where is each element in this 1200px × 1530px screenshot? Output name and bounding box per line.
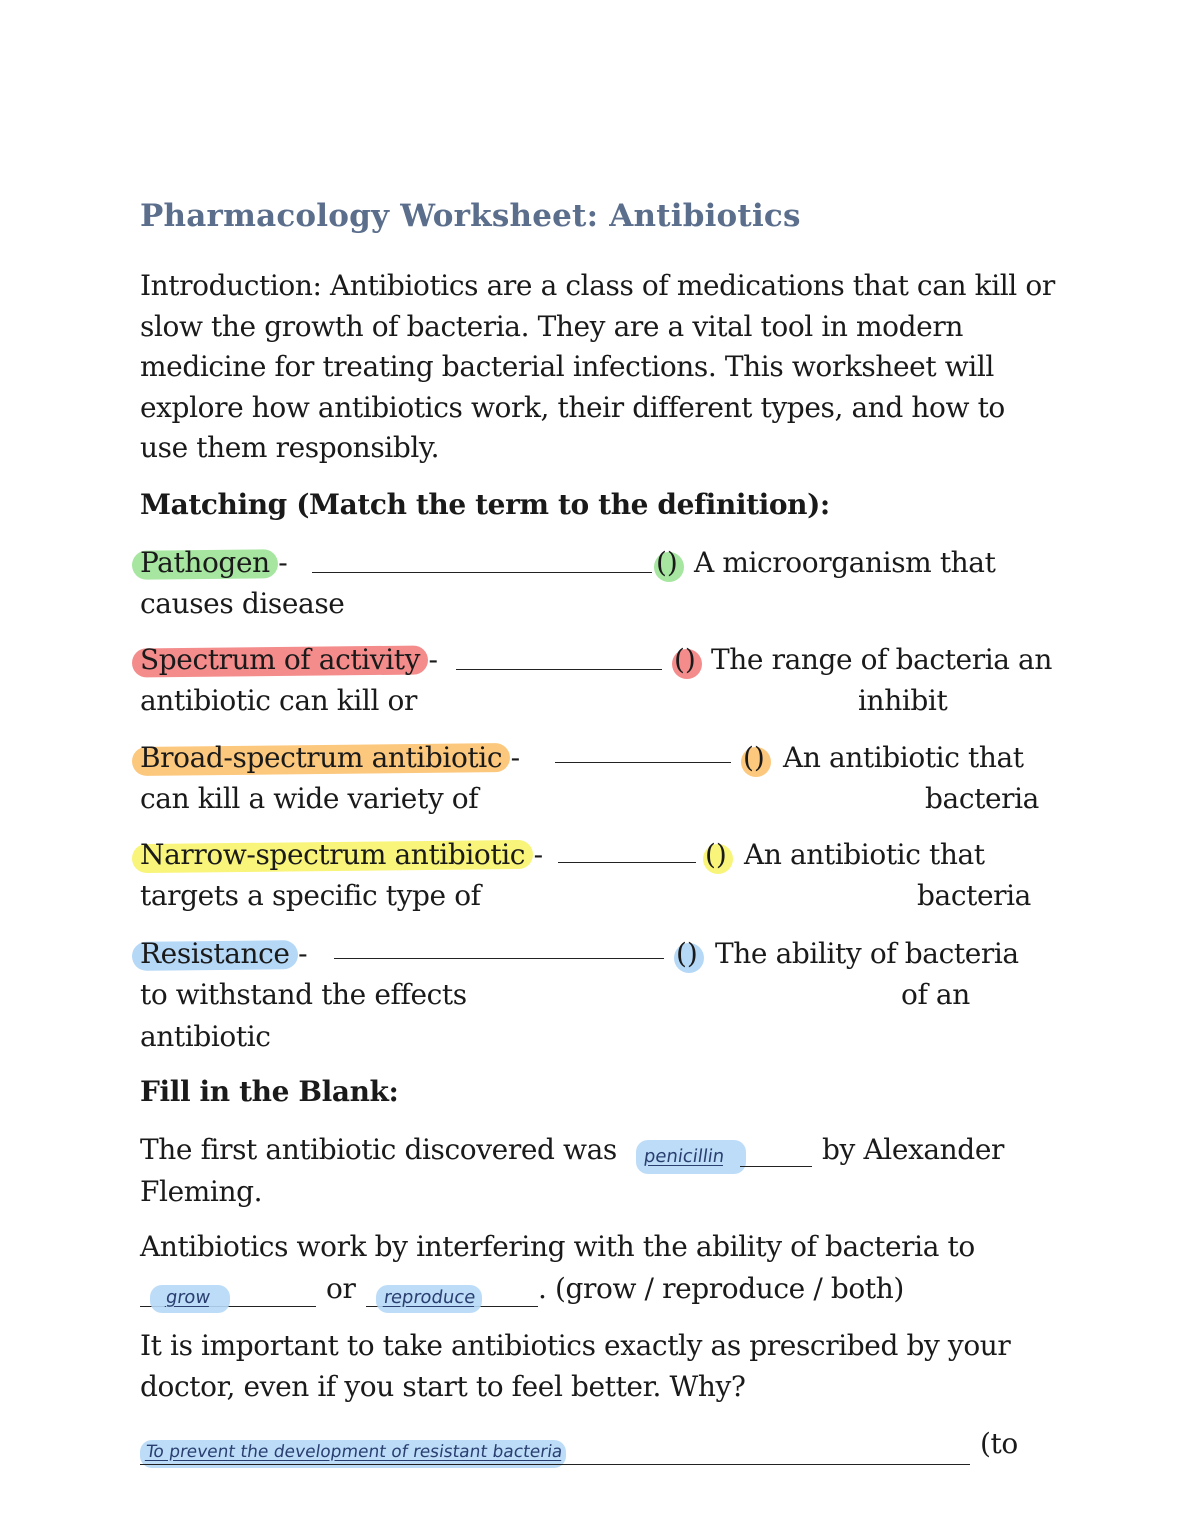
term-separator: -: [298, 937, 308, 970]
matching-term-line: [140, 643, 438, 676]
page-title: Pharmacology Worksheet: Antibiotics: [140, 198, 801, 234]
term-separator: -: [278, 546, 288, 579]
definition-continuation: targets a specific type of: [140, 879, 481, 912]
term-highlight: Pathogen: [140, 546, 270, 579]
definition-continuation: bacteria: [925, 782, 1039, 815]
answer-line[interactable]: [740, 1166, 812, 1167]
matching-term-line: [140, 741, 520, 774]
definition-continuation: bacteria: [917, 879, 1031, 912]
term-highlight: Broad-spectrum antibiotic: [140, 741, 503, 774]
definition-text: The range of bacteria an: [711, 643, 1052, 676]
intro-paragraph: Introduction: Antibiotics are a class of medications that can kill or slow the growth of bacteria. They are a vital tool in modern medicine for treating bacterial infections. This worksheet will explore how antibiotics work, their different types, and how to use them responsibly.: [140, 269, 1055, 464]
question-text: by Alexander: [822, 1133, 1004, 1166]
definition-text: An antibiotic that: [744, 838, 985, 871]
answer-paren[interactable]: (): [674, 643, 696, 676]
answer-line[interactable]: [140, 1464, 970, 1465]
handwritten-answer[interactable]: grow: [164, 1287, 212, 1308]
answer-line[interactable]: [558, 862, 696, 863]
question-text: (to: [980, 1427, 1018, 1460]
definition-continuation: to withstand the effects: [140, 978, 467, 1011]
answer-paren[interactable]: (): [656, 546, 678, 579]
question-text: The first antibiotic discovered was: [140, 1133, 617, 1166]
answer-paren[interactable]: (): [743, 741, 765, 774]
term-highlight: Spectrum of activity: [140, 643, 421, 676]
definition-text: A microorganism that: [694, 546, 996, 579]
question-text: It is important to take antibiotics exactly as prescribed by your: [140, 1329, 1011, 1362]
answer-paren[interactable]: (): [676, 937, 698, 970]
question-text: Antibiotics work by interfering with the ability of bacteria to: [140, 1230, 975, 1263]
handwritten-answer[interactable]: reproduce: [382, 1287, 477, 1308]
matching-term-line: [140, 838, 543, 871]
definition-continuation: causes disease: [140, 587, 345, 620]
matching-heading: Matching (Match the term to the definition):: [140, 488, 830, 521]
handwritten-answer[interactable]: penicillin: [642, 1146, 726, 1167]
definition-continuation: inhibit: [858, 684, 948, 717]
answer-line[interactable]: [456, 669, 662, 670]
term-separator: -: [428, 643, 438, 676]
term-separator: -: [510, 741, 520, 774]
definition-text: The ability of bacteria: [715, 937, 1019, 970]
term-highlight: Resistance: [140, 937, 290, 970]
answer-line[interactable]: [334, 958, 664, 959]
definition-text: An antibiotic that: [783, 741, 1024, 774]
definition-continuation: antibiotic can kill or: [140, 684, 417, 717]
handwritten-answer[interactable]: To prevent the development of resistant bacteria: [144, 1442, 564, 1462]
answer-line[interactable]: [555, 762, 731, 763]
definition-continuation: of an: [901, 978, 970, 1011]
matching-term-line: [140, 546, 287, 579]
answer-line[interactable]: [312, 572, 652, 573]
term-highlight: Narrow-spectrum antibiotic: [140, 838, 526, 871]
question-text: or: [326, 1272, 356, 1305]
definition-continuation: antibiotic: [140, 1020, 271, 1053]
question-text: . (grow / reproduce / both): [538, 1272, 904, 1305]
fill-blank-heading: Fill in the Blank:: [140, 1075, 399, 1108]
answer-paren[interactable]: (): [705, 838, 727, 871]
term-separator: -: [533, 838, 543, 871]
matching-term-line: [140, 937, 307, 970]
question-text: Fleming.: [140, 1175, 263, 1208]
question-text: doctor, even if you start to feel better. Why?: [140, 1370, 746, 1403]
definition-continuation: can kill a wide variety of: [140, 782, 479, 815]
